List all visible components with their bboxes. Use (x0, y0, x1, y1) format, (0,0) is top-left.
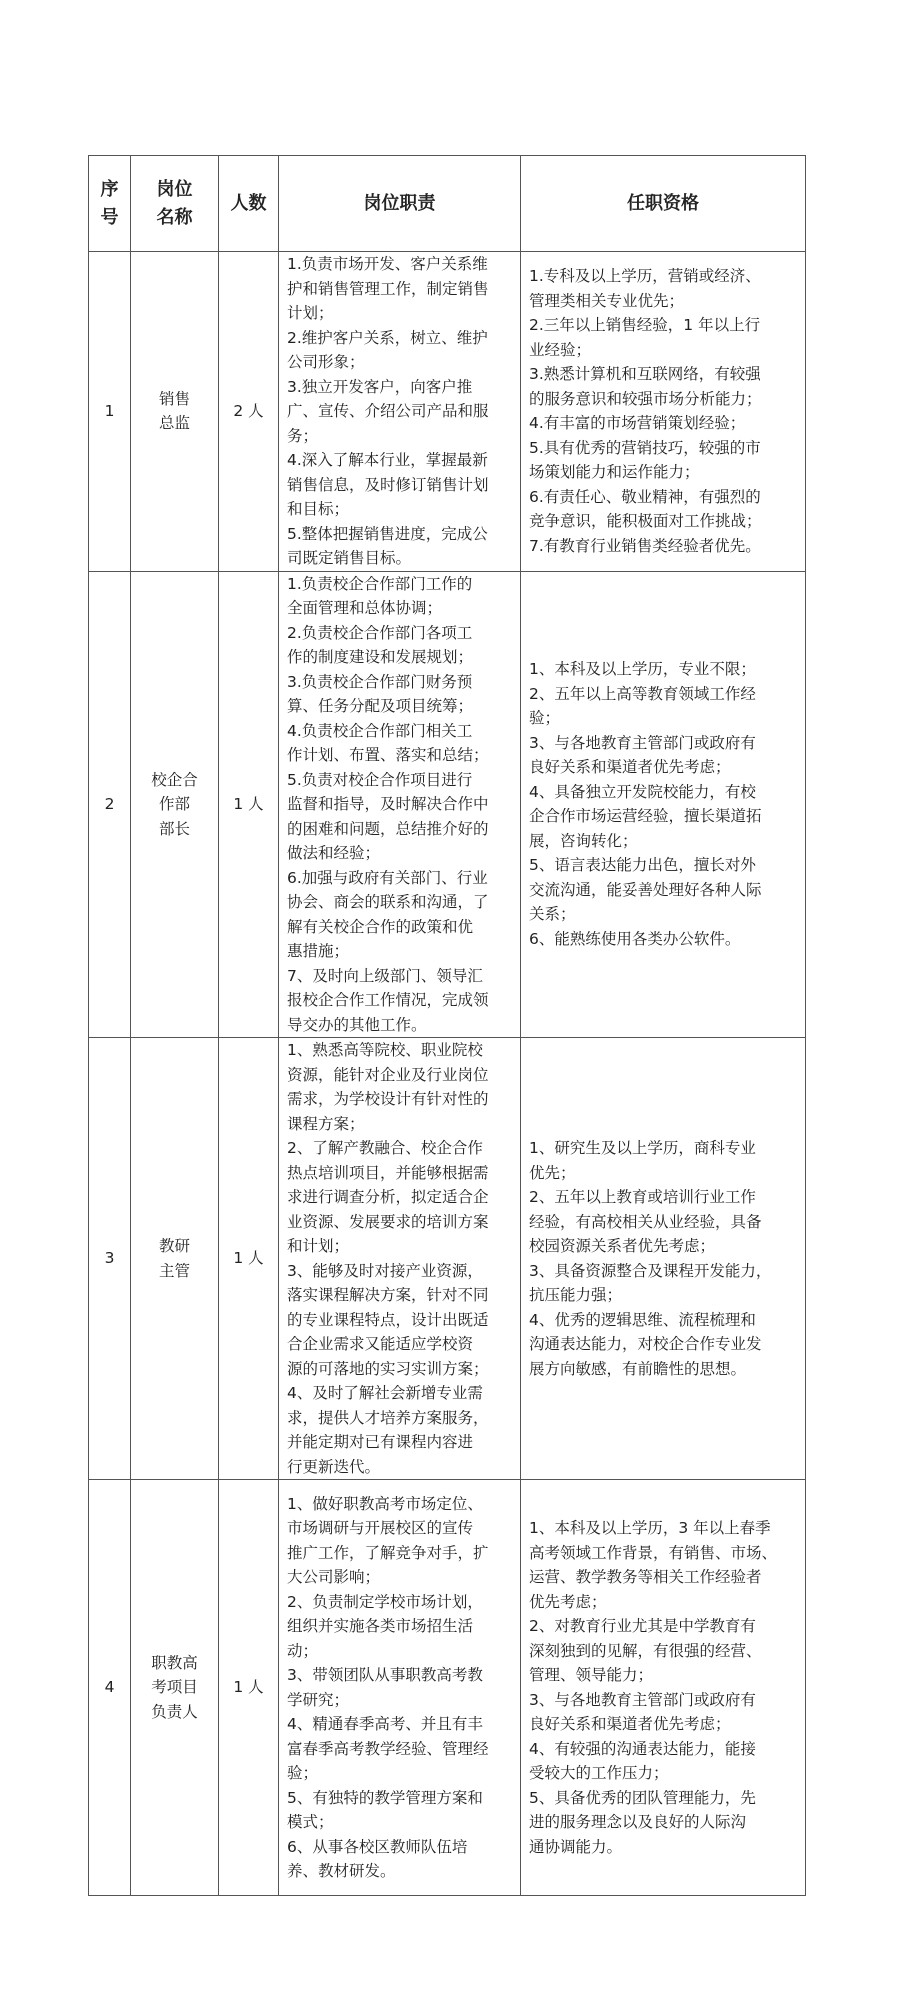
position-title-line: 主管 (158, 1261, 190, 1280)
duty-line: 2.负责校企合作部门各项工 (287, 623, 473, 642)
qualification-line: 通协调能力。 (529, 1837, 623, 1856)
duty-line: 合企业需求又能适应学校资 (287, 1335, 474, 1353)
qualification-line: 验； (529, 709, 561, 728)
duty-line: 资源，能针对企业及行业岗位 (287, 1065, 489, 1084)
duty-line: 算、任务分配及项目统筹； (287, 697, 474, 715)
cell-position-title (131, 252, 219, 572)
duty-line: 市场调研与开展校区的宣传 (287, 1519, 474, 1537)
duty-line: 和目标； (287, 500, 350, 518)
duty-line: 课程方案； (287, 1114, 365, 1133)
duty-line: 4、及时了解社会新增专业需 (287, 1384, 483, 1402)
header-count: 人数 (219, 156, 279, 252)
duty-line: 3、能够及时对接产业资源， (287, 1261, 483, 1280)
duty-line: 业资源、发展要求的培训方案 (287, 1212, 489, 1231)
duty-line: 组织并实施各类市场招生活 (287, 1617, 474, 1635)
header-title-line: 岗位 (156, 178, 193, 200)
qualification-line: 6.有责任心、敬业精神，有强烈的 (529, 487, 761, 506)
duty-line: 监督和指导，及时解决合作中 (287, 795, 489, 813)
duty-line: 作计划、布置、落实和总结； (287, 746, 489, 764)
position-title-line: 部长 (158, 819, 190, 838)
duty-line: 5、有独特的教学管理方案和 (287, 1788, 483, 1807)
cell-headcount: 1 人 (219, 1038, 279, 1480)
qualification-line: 2、五年以上教育或培训行业工作 (529, 1188, 756, 1206)
cell-headcount: 2 人 (219, 252, 279, 572)
duty-line: 2、了解产教融合、校企合作 (287, 1139, 483, 1157)
cell-headcount: 1 人 (219, 571, 279, 1038)
duty-line: 的专业课程特点，设计出既适 (287, 1310, 489, 1329)
cell-no: 4 (89, 1480, 131, 1896)
position-title-line: 考项目 (151, 1678, 198, 1697)
duty-line: 热点培训项目，并能够根据需 (287, 1163, 489, 1182)
qualification-line: 优先； (529, 1163, 576, 1182)
duty-line: 5.整体把握销售进度，完成公 (287, 524, 488, 543)
qualification-line: 经验，有高校相关从业经验，具备 (529, 1212, 762, 1231)
qualification-line: 的服务意识和较强市场分析能力； (529, 389, 762, 408)
position-title-line: 作部 (158, 795, 190, 813)
duty-line: 广、宣传、介绍公司产品和服 (287, 402, 489, 420)
qualification-line: 4、优秀的逻辑思维、流程梳理和 (529, 1310, 756, 1329)
duty-line: 报校企合作工作情况，完成领 (287, 991, 489, 1009)
duty-line: 求进行调查分析，拟定适合企 (287, 1188, 489, 1206)
qualification-line: 4、具备独立开发院校能力，有校 (529, 782, 756, 801)
duty-line: 4、精通春季高考、并且有丰 (287, 1715, 483, 1733)
cell-qualifications (521, 1480, 806, 1896)
cell-qualifications (521, 252, 806, 572)
qualification-line: 1、本科及以上学历，专业不限； (529, 660, 756, 679)
position-title-line: 校企合 (151, 770, 198, 789)
duty-line: 求，提供人才培养方案服务， (287, 1408, 489, 1427)
duty-line: 需求，为学校设计有针对性的 (287, 1090, 489, 1108)
qualification-line: 6、能熟练使用各类办公软件。 (529, 929, 741, 948)
table-row (89, 1480, 806, 1896)
qualification-line: 4、有较强的沟通表达能力，能接 (529, 1739, 756, 1758)
duty-line: 5.负责对校企合作项目进行 (287, 770, 473, 789)
cell-qualifications (521, 571, 806, 1038)
qualification-line: 4.有丰富的市场营销策划经验； (529, 414, 746, 433)
cell-position-title (131, 571, 219, 1038)
qualification-line: 良好关系和渠道者优先考虑； (529, 1715, 731, 1733)
qualification-line: 关系； (529, 905, 576, 924)
duty-line: 1、熟悉高等院校、职业院校 (287, 1041, 483, 1059)
header-no-line: 序 (100, 178, 119, 200)
cell-no: 1 (89, 252, 131, 572)
header-title-line: 名称 (156, 206, 193, 228)
cell-position-title (131, 1038, 219, 1480)
duty-line: 模式； (287, 1813, 334, 1831)
duty-line: 计划； (287, 304, 334, 322)
table-row (89, 1038, 806, 1480)
cell-no: 3 (89, 1038, 131, 1480)
duty-line: 做法和经验； (287, 844, 381, 862)
duty-line: 1.负责校企合作部门工作的 (287, 574, 473, 593)
qualification-line: 5、具备优秀的团队管理能力，先 (529, 1788, 756, 1807)
qualification-line: 沟通表达能力，对校企合作专业发 (529, 1335, 762, 1353)
duty-line: 4.深入了解本行业，掌握最新 (287, 451, 488, 469)
duty-line: 作的制度建设和发展规划； (287, 648, 474, 666)
duty-line: 2、负责制定学校市场计划， (287, 1592, 483, 1611)
duty-line: 并能定期对已有课程内容进 (287, 1433, 474, 1451)
duty-line: 4.负责校企合作部门相关工 (287, 721, 473, 740)
qualification-line: 良好关系和渠道者优先考虑； (529, 758, 731, 777)
duty-line: 6.加强与政府有关部门、行业 (287, 868, 488, 887)
duty-line: 动； (287, 1641, 319, 1660)
qualification-line: 管理类相关专业优先； (529, 291, 685, 310)
header-row (89, 156, 806, 252)
duty-line: 1.负责市场开发、客户关系维 (287, 255, 488, 273)
qualification-line: 2、对教育行业尤其是中学教育有 (529, 1617, 756, 1635)
position-title-line: 职教高 (151, 1653, 198, 1672)
duty-line: 司既定销售目标。 (287, 549, 412, 567)
duty-line: 源的可落地的实习实训方案； (287, 1359, 489, 1378)
job-table (88, 155, 806, 1896)
qualification-line: 5、语言表达能力出色，擅长对外 (529, 856, 756, 875)
duty-line: 全面管理和总体协调； (287, 599, 443, 617)
qualification-line: 进的服务理念以及良好的人际沟 (529, 1813, 747, 1831)
qualification-line: 5.具有优秀的营销技巧，较强的市 (529, 438, 761, 457)
cell-headcount: 1 人 (219, 1480, 279, 1896)
cell-position-title (131, 1480, 219, 1896)
position-title-line: 负责人 (151, 1702, 198, 1721)
duty-line: 学研究； (287, 1690, 350, 1709)
header-title (131, 156, 219, 252)
table-row (89, 571, 806, 1038)
duty-line: 务； (287, 426, 319, 445)
qualification-line: 1、本科及以上学历，3 年以上春季 (529, 1519, 771, 1537)
cell-duties (279, 1480, 521, 1896)
header-duties: 岗位职责 (279, 156, 521, 252)
duty-line: 3.独立开发客户，向客户推 (287, 377, 473, 396)
header-quals: 任职资格 (521, 156, 806, 252)
duty-line: 的困难和问题，总结推介好的 (287, 819, 489, 838)
duty-line: 推广工作，了解竞争对手，扩 (287, 1543, 489, 1562)
qualification-line: 受较大的工作压力； (529, 1764, 669, 1782)
qualification-line: 优先考虑； (529, 1592, 607, 1611)
qualification-line: 展，咨询转化； (529, 831, 638, 850)
qualification-line: 2、五年以上高等教育领域工作经 (529, 684, 756, 703)
qualification-line: 展方向敏感，有前瞻性的思想。 (529, 1359, 747, 1378)
duty-line: 1、做好职教高考市场定位、 (287, 1494, 483, 1513)
qualification-line: 深刻独到的见解，有很强的经营、 (529, 1641, 762, 1660)
cell-duties (279, 1038, 521, 1480)
qualification-line: 运营、教学教务等相关工作经验者 (529, 1568, 762, 1586)
duty-line: 导交办的其他工作。 (287, 1015, 427, 1034)
duty-line: 养、教材研发。 (287, 1862, 396, 1880)
qualification-line: 3、与各地教育主管部门或政府有 (529, 733, 756, 752)
qualification-line: 管理、领导能力； (529, 1666, 654, 1684)
position-title-line: 总监 (158, 414, 190, 433)
qualification-line: 1.专科及以上学历，营销或经济、 (529, 267, 761, 286)
cell-duties (279, 571, 521, 1038)
qualification-line: 3.熟悉计算机和互联网络，有较强 (529, 365, 761, 384)
duty-line: 解有关校企合作的政策和优 (287, 917, 474, 936)
qualification-line: 企合作市场运营经验，擅长渠道拓 (529, 807, 762, 826)
duty-line: 行更新迭代。 (287, 1457, 381, 1476)
duty-line: 惠措施； (287, 942, 350, 960)
qualification-line: 2.三年以上销售经验，1 年以上行 (529, 316, 761, 335)
duty-line: 大公司影响； (287, 1568, 381, 1586)
qualification-line: 业经验； (529, 340, 592, 359)
position-title-line: 教研 (158, 1237, 190, 1255)
header-no-line: 号 (100, 206, 119, 228)
qualification-line: 3、具备资源整合及课程开发能力， (529, 1261, 772, 1280)
duty-line: 护和销售管理工作，制定销售 (287, 279, 489, 298)
duty-line: 协会、商会的联系和沟通，了 (287, 893, 489, 911)
cell-duties (279, 252, 521, 572)
qualification-line: 场策划能力和运作能力； (529, 463, 700, 482)
header-no (89, 156, 131, 252)
qualification-line: 高考领域工作背景，有销售、市场、 (529, 1543, 778, 1562)
duty-line: 7、及时向上级部门、领导汇 (287, 966, 483, 985)
duty-line: 3.负责校企合作部门财务预 (287, 672, 473, 691)
qualification-line: 竞争意识，能积极面对工作挑战； (529, 512, 762, 531)
duty-line: 和计划； (287, 1237, 350, 1255)
position-title-line: 销售 (158, 389, 190, 408)
qualification-line: 校园资源关系者优先考虑； (529, 1237, 716, 1255)
cell-no: 2 (89, 571, 131, 1038)
duty-line: 3、带领团队从事职教高考教 (287, 1666, 483, 1684)
duty-line: 落实课程解决方案，针对不同 (287, 1286, 489, 1304)
qualification-line: 3、与各地教育主管部门或政府有 (529, 1690, 756, 1709)
duty-line: 2.维护客户关系，树立、维护 (287, 328, 488, 347)
qualification-line: 7.有教育行业销售类经验者优先。 (529, 536, 761, 555)
duty-line: 公司形象； (287, 353, 365, 371)
qualification-line: 抗压能力强； (529, 1286, 623, 1304)
qualification-line: 交流沟通，能妥善处理好各种人际 (529, 880, 762, 899)
duty-line: 销售信息，及时修订销售计划 (287, 475, 489, 494)
qualification-line: 1、研究生及以上学历，商科专业 (529, 1139, 756, 1157)
table-row (89, 252, 806, 572)
duty-line: 富春季高考教学经验、管理经 (287, 1739, 489, 1758)
cell-qualifications (521, 1038, 806, 1480)
duty-line: 6、从事各校区教师队伍培 (287, 1837, 468, 1856)
duty-line: 验； (287, 1764, 319, 1782)
